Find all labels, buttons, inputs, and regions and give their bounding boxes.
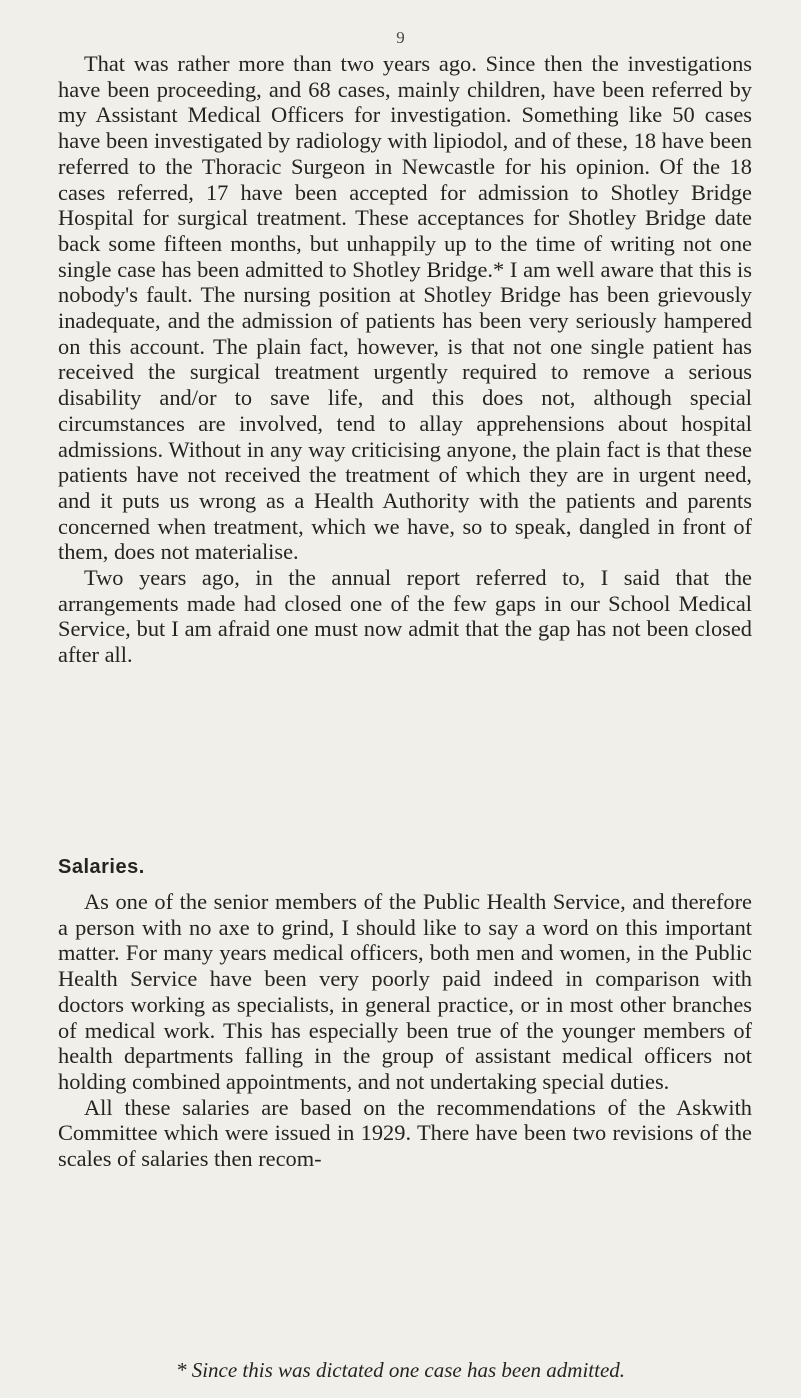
page-number: 9 bbox=[396, 28, 405, 47]
footnote: * Since this was dictated one case has been admitted. bbox=[175, 1358, 626, 1382]
paragraph-salaries-intro: As one of the senior members of the Public Health Service, and therefore a person with no axe to grind, I should like to say a word on this important matter. For many years medical officers, both men and women, in the Public Health Service have been very poorly paid indeed in comparison with doctors working as specialists, in general practice, or in most other branches of medical work. This has especially been true of the younger members of health departments falling in the group of assistant medical officers not holding combined appointments, and not undertaking special duties. bbox=[58, 889, 752, 1094]
section-heading-salaries: Salaries. bbox=[58, 856, 145, 878]
paragraph-askwith-committee: All these salaries are based on the recommendations of the Askwith Committee which were issued in 1929. There have been two revisions of the scales of salaries then recom- bbox=[58, 1094, 752, 1172]
main-text-block bbox=[58, 51, 752, 668]
paragraph-shotley-bridge: That was rather more than two years ago. Since then the investigations have been proceeding, and 68 cases, mainly children, have been referred by my Assistant Medical Officers for investigation. Something like 50 cases have been investigated by radiology with lipiodol, and of these, 18 have been referred to the Thoracic Surgeon in Newcastle for his opinion. Of the 18 cases referred, 17 have been accepted for admission to Shotley Bridge Hospital for surgical treatment. These acceptances for Shotley Bridge date back some fifteen months, but unhappily up to the time of writing not one single case has been admitted to Shotley Bridge.* I am well aware that this is nobody's fault. The nursing position at Shotley Bridge has been grievously inadequate, and the admission of patients has been very seriously hampered on this account. The plain fact, however, is that not one single patient has received the surgical treatment urgently required to remove a serious disability and/or to save life, and this does not, although special circumstances are involved, tend to allay apprehensions about hospital admissions. Without in any way criticising anyone, the plain fact is that these patients have not received the treatment of which they are in urgent need, and it puts us wrong as a Health Authority with the patients and parents concerned when treatment, which we have, so to speak, dangled in front of them, does not materialise. bbox=[58, 51, 752, 565]
paragraph-school-medical-service: Two years ago, in the annual report referred to, I said that the arrangements made had closed one of the few gaps in our School Medical Service, but I am afraid one must now admit that the gap has not been closed after all. bbox=[58, 565, 752, 668]
salaries-text-block bbox=[58, 889, 752, 1172]
